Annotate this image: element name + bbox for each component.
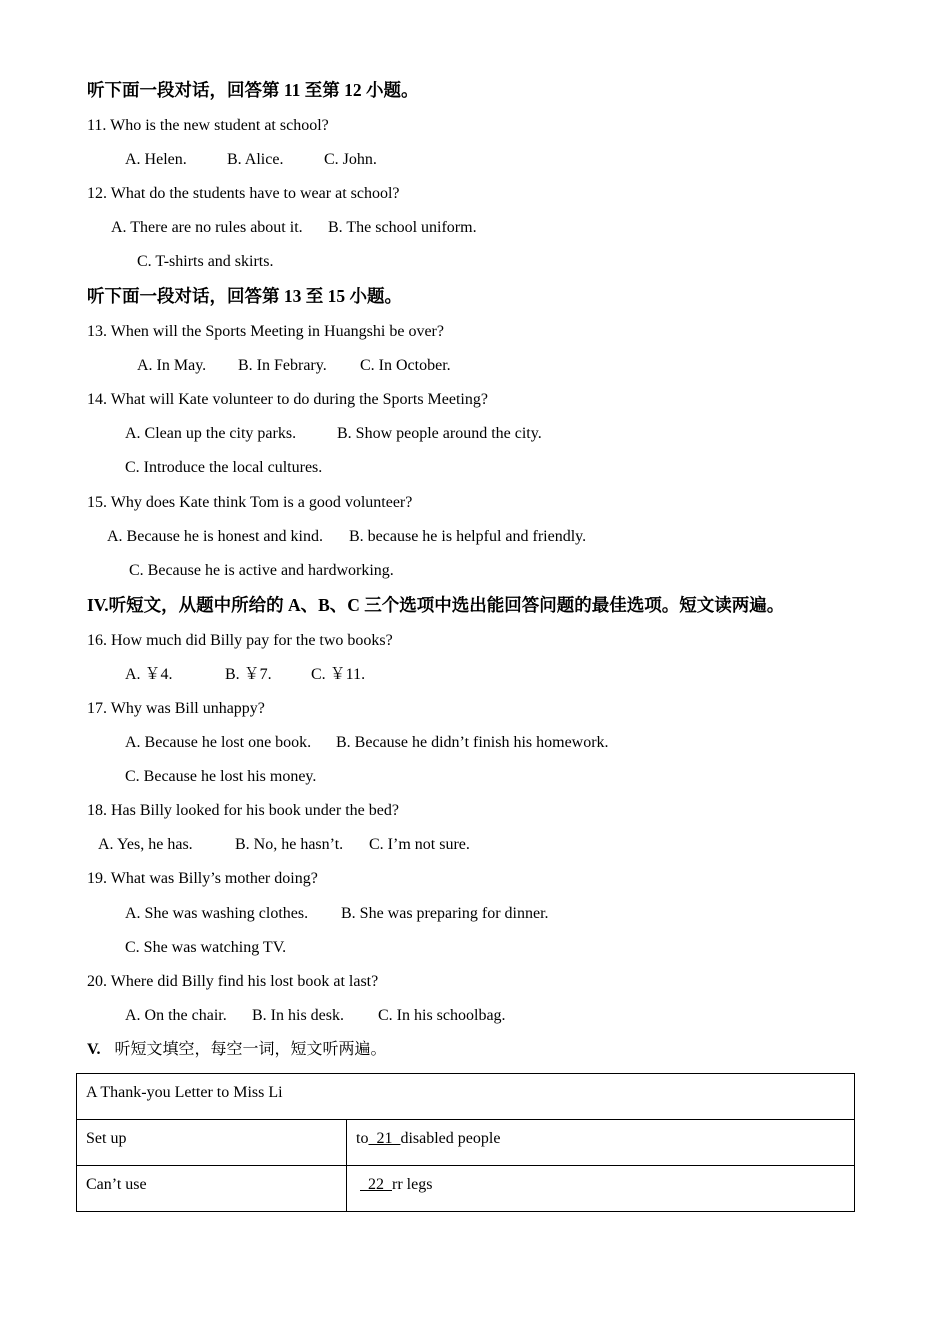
q17-option-c: C. Because he lost his money. bbox=[125, 768, 317, 785]
answer-suffix: rr legs bbox=[392, 1176, 433, 1193]
question-19: 19. What was Billy’s mother doing? bbox=[87, 870, 318, 887]
section-heading-v bbox=[87, 1040, 387, 1060]
q15-option-c: C. Because he is active and hardworking. bbox=[129, 562, 394, 579]
q16-option-c: C. ￥11. bbox=[311, 666, 366, 683]
q12-option-c: C. T-shirts and skirts. bbox=[137, 253, 274, 270]
answer-blank-22[interactable]: 22 bbox=[360, 1176, 392, 1193]
row-answer-cell bbox=[347, 1166, 855, 1212]
answer-blank-21[interactable]: 21 bbox=[368, 1130, 401, 1147]
q11-option-c: C. John. bbox=[324, 151, 377, 168]
fill-in-table bbox=[76, 1073, 855, 1212]
answer-prefix: to bbox=[356, 1130, 369, 1147]
question-16: 16. How much did Billy pay for the two books? bbox=[87, 632, 393, 649]
q12-option-a: A. There are no rules about it. bbox=[111, 219, 303, 236]
q14-option-c: C. Introduce the local cultures. bbox=[125, 459, 323, 476]
q19-option-b: B. She was preparing for dinner. bbox=[341, 905, 549, 922]
question-18: 18. Has Billy looked for his book under the bed? bbox=[87, 802, 399, 819]
row-answer-cell bbox=[347, 1120, 855, 1166]
section-heading-iv: IV.听短文，从题中所给的 A、B、C 三个选项中选出能回答问题的最佳选项。短文读两遍。 bbox=[87, 595, 785, 615]
q13-option-c: C. In October. bbox=[360, 357, 451, 374]
q20-option-b: B. In his desk. bbox=[252, 1007, 344, 1024]
answer-suffix: disabled people bbox=[400, 1130, 501, 1147]
q14-option-a: A. Clean up the city parks. bbox=[125, 425, 297, 442]
q15-option-a: A. Because he is honest and kind. bbox=[107, 528, 323, 545]
section-heading-13-15: 听下面一段对话，回答第 13 至 15 小题。 bbox=[87, 286, 402, 306]
q15-option-b: B. because he is helpful and friendly. bbox=[349, 528, 587, 545]
section-v-instructions: 听短文填空，每空一词，短文听两遍。 bbox=[114, 1041, 387, 1058]
q11-option-b: B. Alice. bbox=[227, 151, 284, 168]
row-label: Can’t use bbox=[77, 1166, 347, 1212]
question-20: 20. Where did Billy find his lost book at last? bbox=[87, 973, 379, 990]
q20-option-a: A. On the chair. bbox=[125, 1007, 227, 1024]
section-v-numeral: V. bbox=[87, 1041, 101, 1058]
q18-option-a: A. Yes, he has. bbox=[98, 836, 193, 853]
q16-option-a: A. ￥4. bbox=[125, 666, 173, 683]
table-row bbox=[77, 1120, 855, 1166]
q18-option-c: C. I’m not sure. bbox=[369, 836, 470, 853]
table-title-row bbox=[77, 1074, 855, 1120]
q16-option-b: B. ￥7. bbox=[225, 666, 272, 683]
question-12: 12. What do the students have to wear at school? bbox=[87, 185, 400, 202]
q19-option-c: C. She was watching TV. bbox=[125, 939, 287, 956]
question-11: 11. Who is the new student at school? bbox=[87, 117, 329, 134]
q19-option-a: A. She was washing clothes. bbox=[125, 905, 309, 922]
q20-option-c: C. In his schoolbag. bbox=[378, 1007, 506, 1024]
row-label: Set up bbox=[77, 1120, 347, 1166]
q17-option-a: A. Because he lost one book. bbox=[125, 734, 312, 751]
question-13: 13. When will the Sports Meeting in Huangshi be over? bbox=[87, 323, 444, 340]
q18-option-b: B. No, he hasn’t. bbox=[235, 836, 344, 853]
question-15: 15. Why does Kate think Tom is a good volunteer? bbox=[87, 494, 413, 511]
q12-option-b: B. The school uniform. bbox=[328, 219, 477, 236]
question-17: 17. Why was Bill unhappy? bbox=[87, 700, 265, 717]
table-title: A Thank-you Letter to Miss Li bbox=[77, 1074, 855, 1120]
q13-option-b: B. In Febrary. bbox=[238, 357, 327, 374]
q17-option-b: B. Because he didn’t finish his homework. bbox=[336, 734, 609, 751]
q11-option-a: A. Helen. bbox=[125, 151, 187, 168]
table-row bbox=[77, 1166, 855, 1212]
q13-option-a: A. In May. bbox=[137, 357, 207, 374]
q14-option-b: B. Show people around the city. bbox=[337, 425, 542, 442]
question-14: 14. What will Kate volunteer to do during the Sports Meeting? bbox=[87, 391, 488, 408]
section-heading-11-12: 听下面一段对话，回答第 11 至第 12 小题。 bbox=[87, 80, 419, 100]
